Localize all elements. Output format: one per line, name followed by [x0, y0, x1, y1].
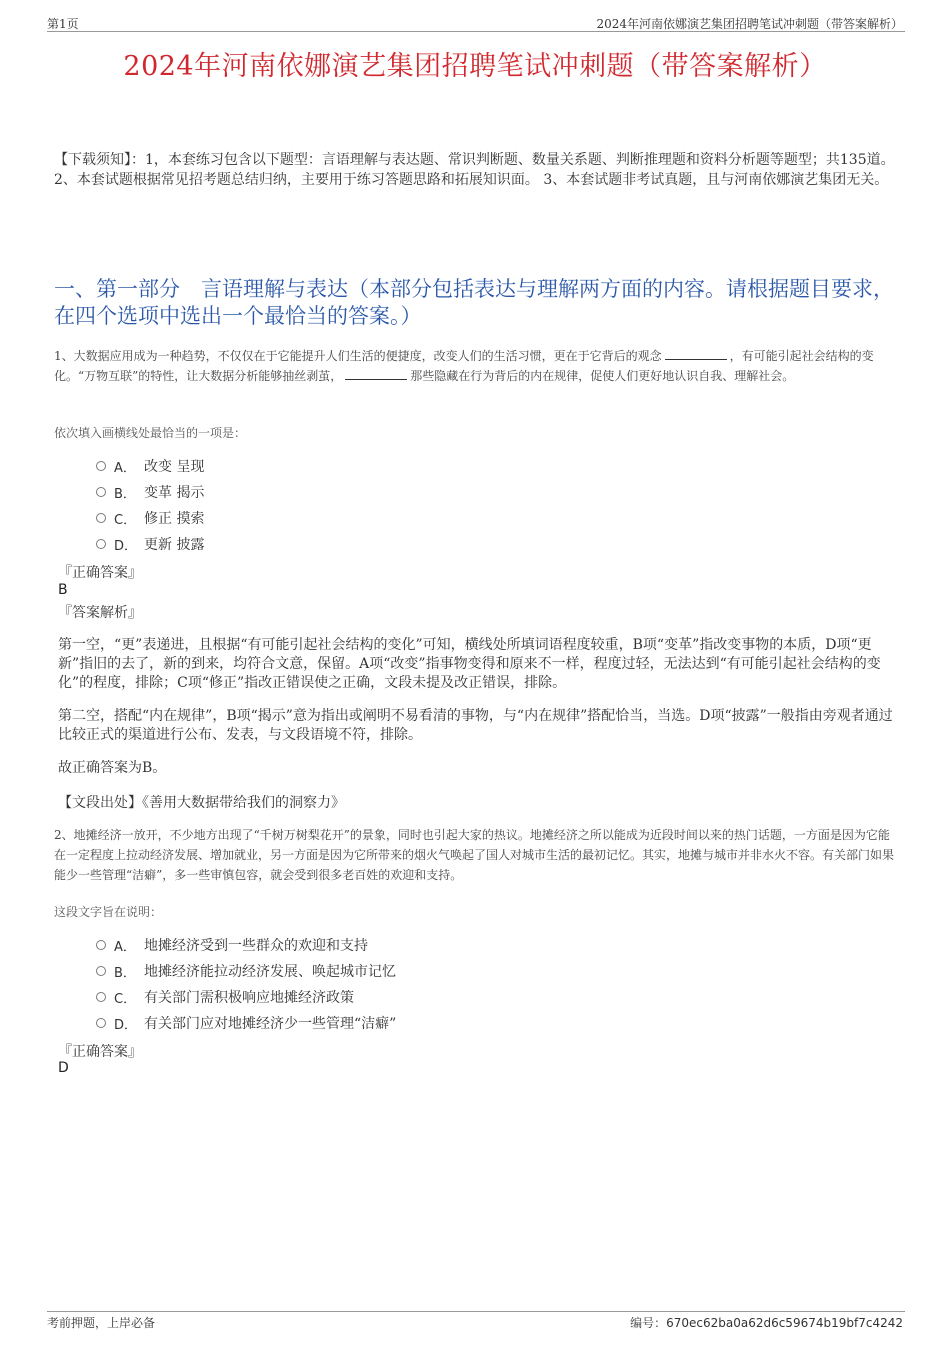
header-divider	[47, 31, 905, 32]
radio-icon[interactable]	[96, 992, 106, 1002]
q1-analysis-label: 『答案解析』	[58, 605, 142, 621]
q1-answer: B	[58, 582, 68, 598]
q1-option-a[interactable]: A． 改变 呈现	[96, 456, 204, 476]
q2-answer-label: 『正确答案』	[58, 1044, 142, 1060]
q1-answer-label: 『正确答案』	[58, 565, 142, 581]
page-title: 2024年河南依娜演艺集团招聘笔试冲刺题（带答案解析）	[123, 51, 827, 82]
q1-text-part-c: 那些隐藏在行为背后的内在规律，促使人们更好地认识自我、理解社会。	[410, 369, 795, 383]
radio-icon[interactable]	[96, 940, 106, 950]
q2-option-d[interactable]: D． 有关部门应对地摊经济少一些管理“洁癖”	[96, 1013, 396, 1033]
radio-icon[interactable]	[96, 461, 106, 471]
radio-icon[interactable]	[96, 513, 106, 523]
q1-text-part-a: 1、大数据应用成为一种趋势，不仅仅在于它能提升人们生活的便捷度，改变人们的生活习惯，更在于它背后的观念	[54, 349, 662, 363]
radio-icon[interactable]	[96, 966, 106, 976]
q1-analysis-paragraph-2: 第二空，搭配“内在规律”，B项“揭示”意为指出或阐明不易看清的事物，与“内在规律”搭配恰当，当选。D项“披露”一般指由旁观者通过比较正式的渠道进行公布、发表，与文段语境不符，排除。	[58, 708, 893, 743]
question-1-text	[54, 346, 898, 386]
q1-option-c[interactable]: C． 修正 摸索	[96, 508, 204, 528]
download-notice: 【下载须知】：1，本套练习包含以下题型：言语理解与表达题、常识判断题、数量关系题、判断推理题和资料分析题等题型；共135道。 2、本套试题根据常见招考题总结归纳，主要用于练习答题思路和拓展知识面。 3、本套试题非考试真题，且与河南依娜演艺集团无关。	[54, 152, 895, 188]
q2-option-b[interactable]: B． 地摊经济能拉动经济发展、唤起城市记忆	[96, 961, 396, 981]
radio-icon[interactable]	[96, 539, 106, 549]
section-heading: 一、第一部分 言语理解与表达（本部分包括表达与理解两方面的内容。请根据题目要求，在四个选项中选出一个最恰当的答案。）	[54, 277, 894, 328]
radio-icon[interactable]	[96, 1018, 106, 1028]
header-doc-title: 2024年河南依娜演艺集团招聘笔试冲刺题（带答案解析）	[596, 17, 903, 31]
question-1-prompt: 依次填入画横线处最恰当的一项是：	[54, 426, 247, 440]
q1-text-part-b: ，有可能引起社会结构的变化。“万物互联”的特性，让大数据分析能够抽丝剥茧，	[54, 349, 874, 383]
footer-serial-number: 编号：670ec62ba0a62d6c59674b19bf7c4242	[630, 1316, 903, 1330]
footer-slogan: 考前押题，上岸必备	[47, 1316, 156, 1330]
q1-blank-2	[345, 367, 407, 380]
q1-option-d[interactable]: D． 更新 披露	[96, 534, 204, 554]
page-number: 第1页	[47, 17, 79, 31]
q2-answer: D	[58, 1060, 69, 1076]
q2-option-c[interactable]: C． 有关部门需积极响应地摊经济政策	[96, 987, 354, 1007]
q1-source: 【文段出处】《善用大数据带给我们的洞察力》	[58, 795, 345, 811]
question-2-text: 2、地摊经济一放开，不少地方出现了“千树万树梨花开”的景象，同时也引起大家的热议。地摊经济之所以能成为近段时间以来的热门话题，一方面是因为它能在一定程度上拉动经济发展、增加就业，另一方面是因为它所带来的烟火气唤起了国人对城市生活的最初记忆。其实，地摊与城市并非水火不容。有关部门如果能少一些管理“洁癖”，多一些审慎包容，就会受到很多老百姓的欢迎和支持。	[54, 828, 895, 882]
question-2-prompt: 这段文字旨在说明：	[54, 905, 163, 919]
footer-divider	[47, 1311, 905, 1312]
radio-icon[interactable]	[96, 487, 106, 497]
q1-analysis-paragraph-1: 第一空，“更”表递进，且根据“有可能引起社会结构的变化”可知，横线处所填词语程度较重，B项“变革”指改变事物的本质，D项“更新”指旧的去了，新的到来，均符合文意，保留。A项“改变”指事物变得和原来不一样，程度过轻，无法达到“有可能引起社会结构的变化”的程度，排除；C项“修正”指改正错误使之正确，文段未提及改正错误，排除。	[58, 637, 881, 691]
q1-option-b[interactable]: B． 变革 揭示	[96, 482, 204, 502]
q2-option-a[interactable]: A． 地摊经济受到一些群众的欢迎和支持	[96, 935, 368, 955]
q1-blank-1	[665, 347, 727, 360]
q1-analysis-conclusion: 故正确答案为B。	[58, 760, 167, 776]
